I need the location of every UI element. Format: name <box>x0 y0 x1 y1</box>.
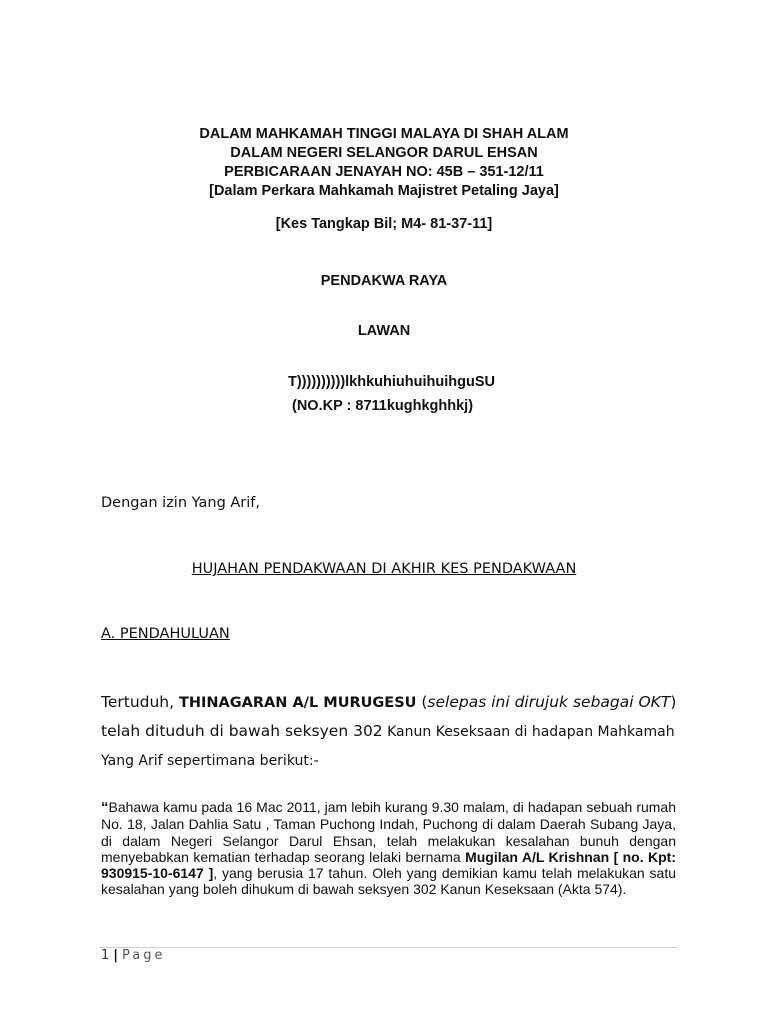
court-title: DALAM MAHKAMAH TINGGI MALAYA DI SHAH ALAM <box>199 126 569 142</box>
accused-full-name: THINAGARAN A/L MURUGESU <box>178 695 417 711</box>
footer-divider <box>100 947 678 948</box>
page-number: 1 <box>101 948 110 963</box>
section-a-heading: A. PENDAHULUAN <box>101 626 230 642</box>
footer-separator: | <box>113 948 119 963</box>
intro-text-3: ) telah dituduh di bawah seksyen 302 <box>101 693 677 740</box>
victim-details: Mugilan A/L Krishnan [ no. Kpt: 930915-10-6147 ] <box>101 848 676 882</box>
intro-text-1: Tertuduh, <box>101 693 179 711</box>
page-footer <box>101 948 166 963</box>
charge-paragraph <box>101 799 676 898</box>
court-matter: [Dalam Perkara Mahkamah Majistret Petaling Jaya] <box>209 183 559 199</box>
charge-text-1: Bahawa kamu pada 16 Mac 2011, jam lebih kurang 9.30 malam, di hadapan sebuah rumah No. 18, Jalan Dahlia Satu , Taman Puchong Indah, Puchong di dalam Daerah Subang Jaya, di dalam Negeri Selangor Darul Ehsan, telah melakukan kesalahan bunuh dengan menyebabkan kematian terhadap seorang lelaki bernama <box>101 799 676 865</box>
arrest-case-ref: [Kes Tangkap Bil; M4- 81-37-11] <box>275 216 493 232</box>
accused-name: T))))))))))lkhkuhiuhuihuihguSU <box>288 374 495 390</box>
versus-label: LAWAN <box>357 323 411 339</box>
salutation: Dengan izin Yang Arif, <box>101 495 261 511</box>
charge-text-2: , yang berusia 17 tahun. Oleh yang demikian kamu telah melakukan satu kesalahan yang boleh dihukum di bawah seksyen 302 Kanun Keseksaan (Akta 574). <box>101 865 677 898</box>
intro-text-2: ( <box>416 693 428 711</box>
document-title: HUJAHAN PENDAKWAAN DI AKHIR KES PENDAKWAAN <box>191 561 577 577</box>
prosecutor-label: PENDAKWA RAYA <box>320 273 448 289</box>
open-quote: “ <box>101 799 109 816</box>
state-title: DALAM NEGERI SELANGOR DARUL EHSAN <box>230 145 538 161</box>
intro-italic: selepas ini dirujuk sebagai OKT <box>427 693 671 711</box>
intro-paragraph <box>101 688 681 775</box>
accused-ic: (NO.KP : 8711kughkghhkj) <box>292 398 474 414</box>
page-label: Page <box>122 948 166 963</box>
intro-text-4: Kanun Keseksaan di hadapan Mahkamah Yang Arif sepertimana berikut:- <box>101 724 675 769</box>
case-number: PERBICARAAN JENAYAH NO: 45B – 351-12/11 <box>224 164 544 180</box>
